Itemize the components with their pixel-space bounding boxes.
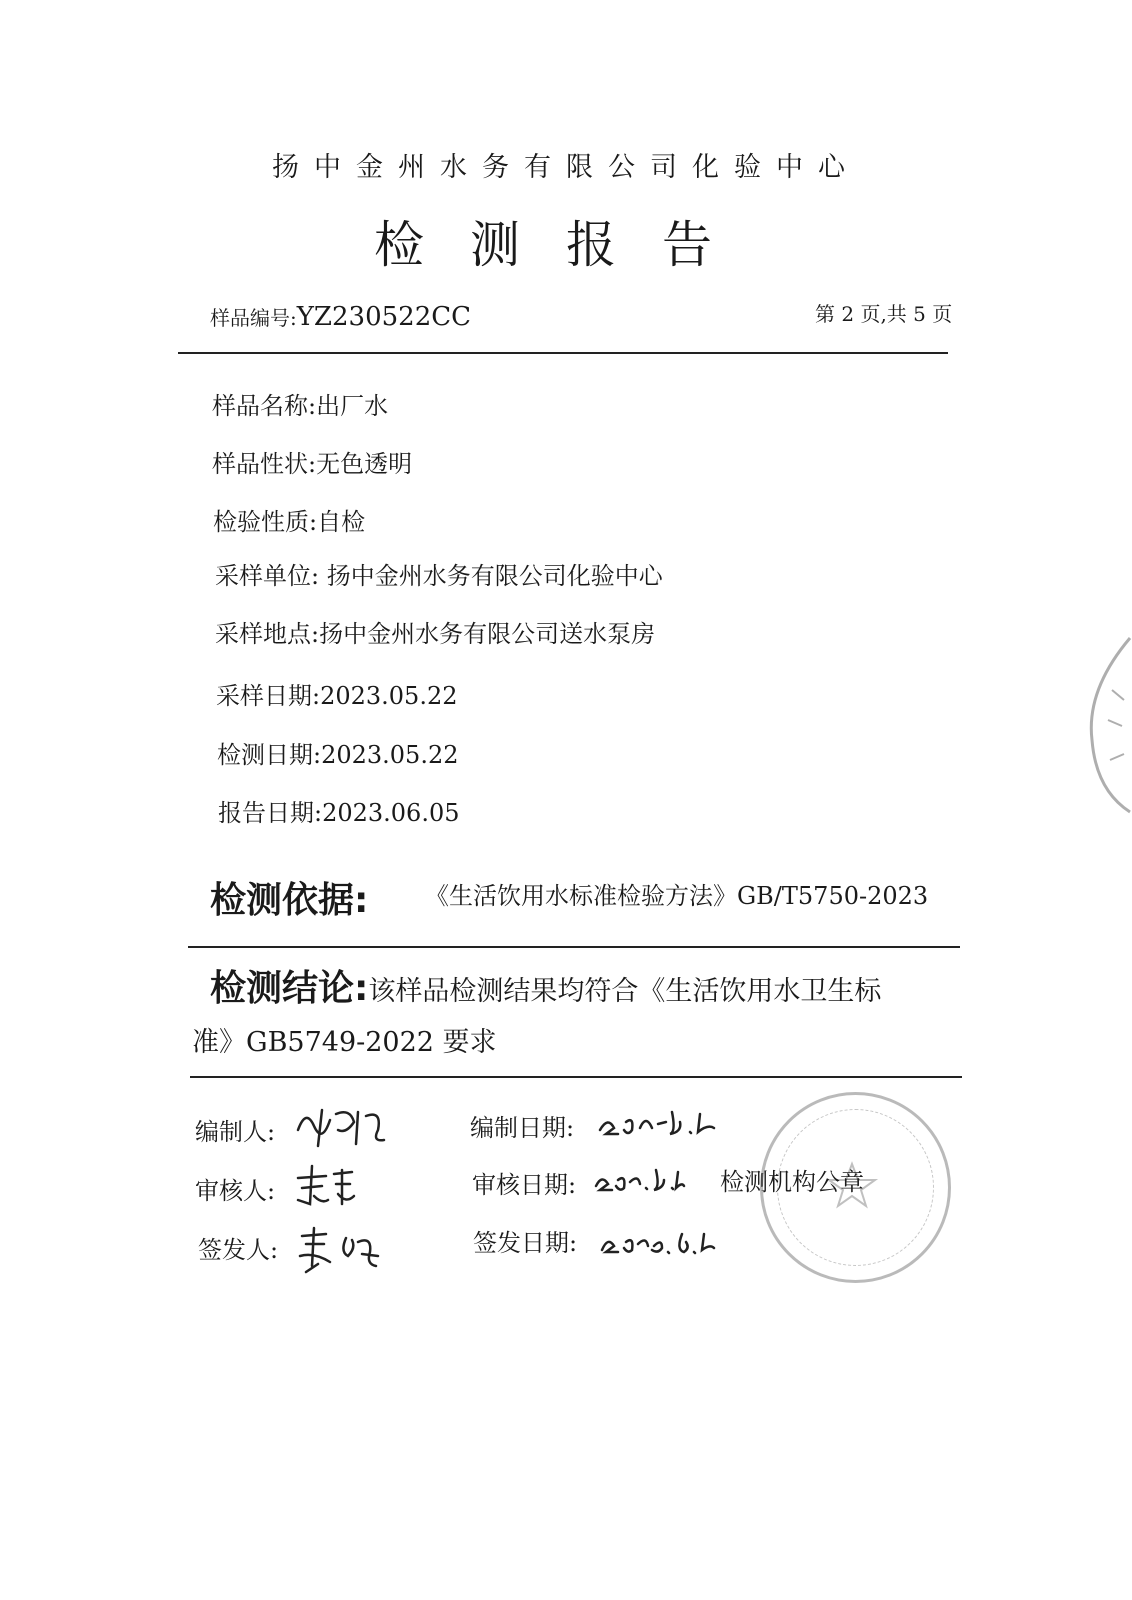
basis-text: 《生活饮用水标准检验方法》GB/T5750-2023 <box>425 882 929 910</box>
sampling-unit: 采样单位: 扬中金州水务有限公司化验中心 <box>215 562 663 590</box>
review-date-label: 审核日期: <box>472 1171 577 1199</box>
conclusion-row <box>210 960 881 1011</box>
sampling-date: 采样日期:2023.05.22 <box>216 682 458 710</box>
compiler-label: 编制人: <box>195 1118 276 1146</box>
review-date-value <box>592 1162 687 1200</box>
sample-character: 样品性状:无色透明 <box>212 450 413 478</box>
test-date: 检测日期:2023.05.22 <box>217 741 459 769</box>
sample-name: 样品名称:出厂水 <box>212 392 389 420</box>
compiler-signature <box>292 1100 392 1152</box>
reviewer-signature <box>292 1160 362 1212</box>
sample-number-label: 样品编号: <box>210 306 297 330</box>
reviewer-label: 审核人: <box>195 1177 276 1205</box>
partial-seal-mark <box>1072 630 1132 820</box>
header-divider <box>178 352 948 354</box>
basis-label: 检测依据: <box>210 880 369 921</box>
conclusion-text-line1: 该样品检测结果均符合《生活饮用水卫生标 <box>368 976 882 1007</box>
sample-number-value: YZ230522CC <box>296 302 472 332</box>
issue-date-label: 签发日期: <box>473 1229 578 1257</box>
issue-date-value <box>598 1222 723 1262</box>
conclusion-text-line2: 准》GB5749-2022 要求 <box>192 1027 497 1058</box>
report-date: 报告日期:2023.06.05 <box>218 799 460 827</box>
seal-label: 检测机构公章 <box>720 1168 864 1196</box>
compile-date-value <box>596 1104 721 1144</box>
issuer-label: 签发人: <box>198 1236 279 1264</box>
conclusion-label: 检测结论: <box>210 968 369 1009</box>
conclusion-divider <box>190 1076 962 1078</box>
sampling-location: 采样地点:扬中金州水务有限公司送水泵房 <box>215 620 656 648</box>
page-info: 第 2 页,共 5 页 <box>815 302 953 326</box>
basis-divider <box>188 946 960 948</box>
report-title: 检测报告 <box>374 216 758 274</box>
inspection-nature: 检验性质:自检 <box>213 508 366 536</box>
issuer-signature <box>296 1222 386 1276</box>
sample-number <box>210 302 471 332</box>
compile-date-label: 编制日期: <box>470 1114 575 1142</box>
basis-row <box>210 872 368 923</box>
organization-name: 扬中金州水务有限公司化验中心 <box>272 152 860 183</box>
